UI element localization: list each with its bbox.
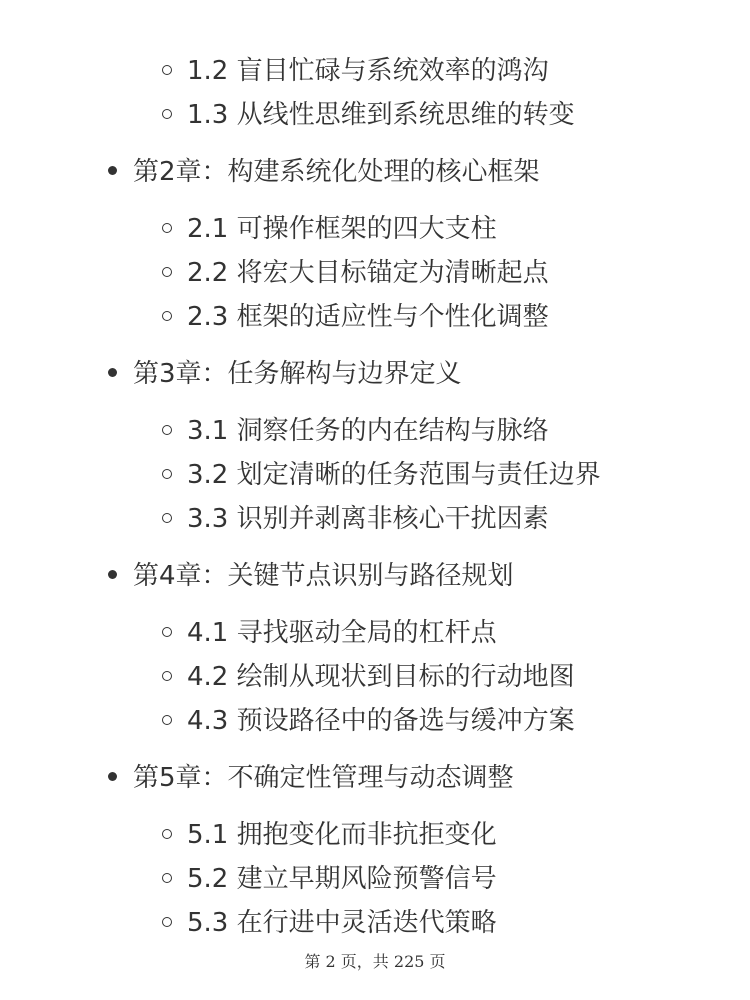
- toc-section-item: [162, 862, 497, 896]
- hollow-circle-bullet-icon: [162, 917, 172, 927]
- toc-section-label: 5.2 建立早期风险预警信号: [187, 864, 497, 894]
- toc-section-item: [162, 616, 497, 650]
- toc-chapter-item: [108, 559, 514, 593]
- page-number-footer: 第 2 页，共 225 页: [304, 952, 446, 971]
- toc-section-label: 1.3 从线性思维到系统思维的转变: [187, 100, 575, 130]
- filled-disc-bullet-icon: [108, 772, 117, 781]
- toc-section-label: 4.2 绘制从现状到目标的行动地图: [187, 662, 575, 692]
- hollow-circle-bullet-icon: [162, 513, 172, 523]
- toc-section-label: 2.1 可操作框架的四大支柱: [187, 214, 497, 244]
- toc-section-label: 3.1 洞察任务的内在结构与脉络: [187, 416, 549, 446]
- filled-disc-bullet-icon: [108, 166, 117, 175]
- toc-chapter-label: 第2章：构建系统化处理的核心框架: [133, 157, 540, 187]
- toc-section-label: 4.3 预设路径中的备选与缓冲方案: [187, 706, 575, 736]
- hollow-circle-bullet-icon: [162, 311, 172, 321]
- toc-section-item: [162, 98, 575, 132]
- toc-chapter-item: [108, 761, 514, 795]
- filled-disc-bullet-icon: [108, 570, 117, 579]
- hollow-circle-bullet-icon: [162, 873, 172, 883]
- toc-chapter-item: [108, 357, 462, 391]
- toc-section-item: [162, 414, 549, 448]
- hollow-circle-bullet-icon: [162, 469, 172, 479]
- toc-section-label: 5.1 拥抱变化而非抗拒变化: [187, 820, 497, 850]
- toc-section-item: [162, 818, 497, 852]
- toc-section-item: [162, 212, 497, 246]
- hollow-circle-bullet-icon: [162, 829, 172, 839]
- hollow-circle-bullet-icon: [162, 671, 172, 681]
- toc-section-item: [162, 458, 601, 492]
- toc-section-item: [162, 906, 497, 940]
- toc-section-item: [162, 660, 575, 694]
- toc-chapter-item: [108, 155, 540, 189]
- toc-chapter-label: 第4章：关键节点识别与路径规划: [133, 561, 514, 591]
- toc-section-item: [162, 502, 549, 536]
- hollow-circle-bullet-icon: [162, 65, 172, 75]
- toc-section-label: 3.2 划定清晰的任务范围与责任边界: [187, 460, 601, 490]
- hollow-circle-bullet-icon: [162, 715, 172, 725]
- toc-section-label: 2.3 框架的适应性与个性化调整: [187, 302, 549, 332]
- toc-section-label: 4.1 寻找驱动全局的杠杆点: [187, 618, 497, 648]
- hollow-circle-bullet-icon: [162, 425, 172, 435]
- hollow-circle-bullet-icon: [162, 627, 172, 637]
- toc-section-item: [162, 300, 549, 334]
- toc-section-label: 1.2 盲目忙碌与系统效率的鸿沟: [187, 56, 549, 86]
- toc-section-item: [162, 704, 575, 738]
- toc-section-label: 3.3 识别并剥离非核心干扰因素: [187, 504, 549, 534]
- toc-section-label: 5.3 在行进中灵活迭代策略: [187, 908, 497, 938]
- toc-chapter-label: 第3章：任务解构与边界定义: [133, 359, 462, 389]
- toc-section-item: [162, 54, 549, 88]
- toc-chapter-label: 第5章：不确定性管理与动态调整: [133, 763, 514, 793]
- toc-section-item: [162, 256, 549, 290]
- filled-disc-bullet-icon: [108, 368, 117, 377]
- hollow-circle-bullet-icon: [162, 109, 172, 119]
- hollow-circle-bullet-icon: [162, 267, 172, 277]
- hollow-circle-bullet-icon: [162, 223, 172, 233]
- toc-section-label: 2.2 将宏大目标锚定为清晰起点: [187, 258, 549, 288]
